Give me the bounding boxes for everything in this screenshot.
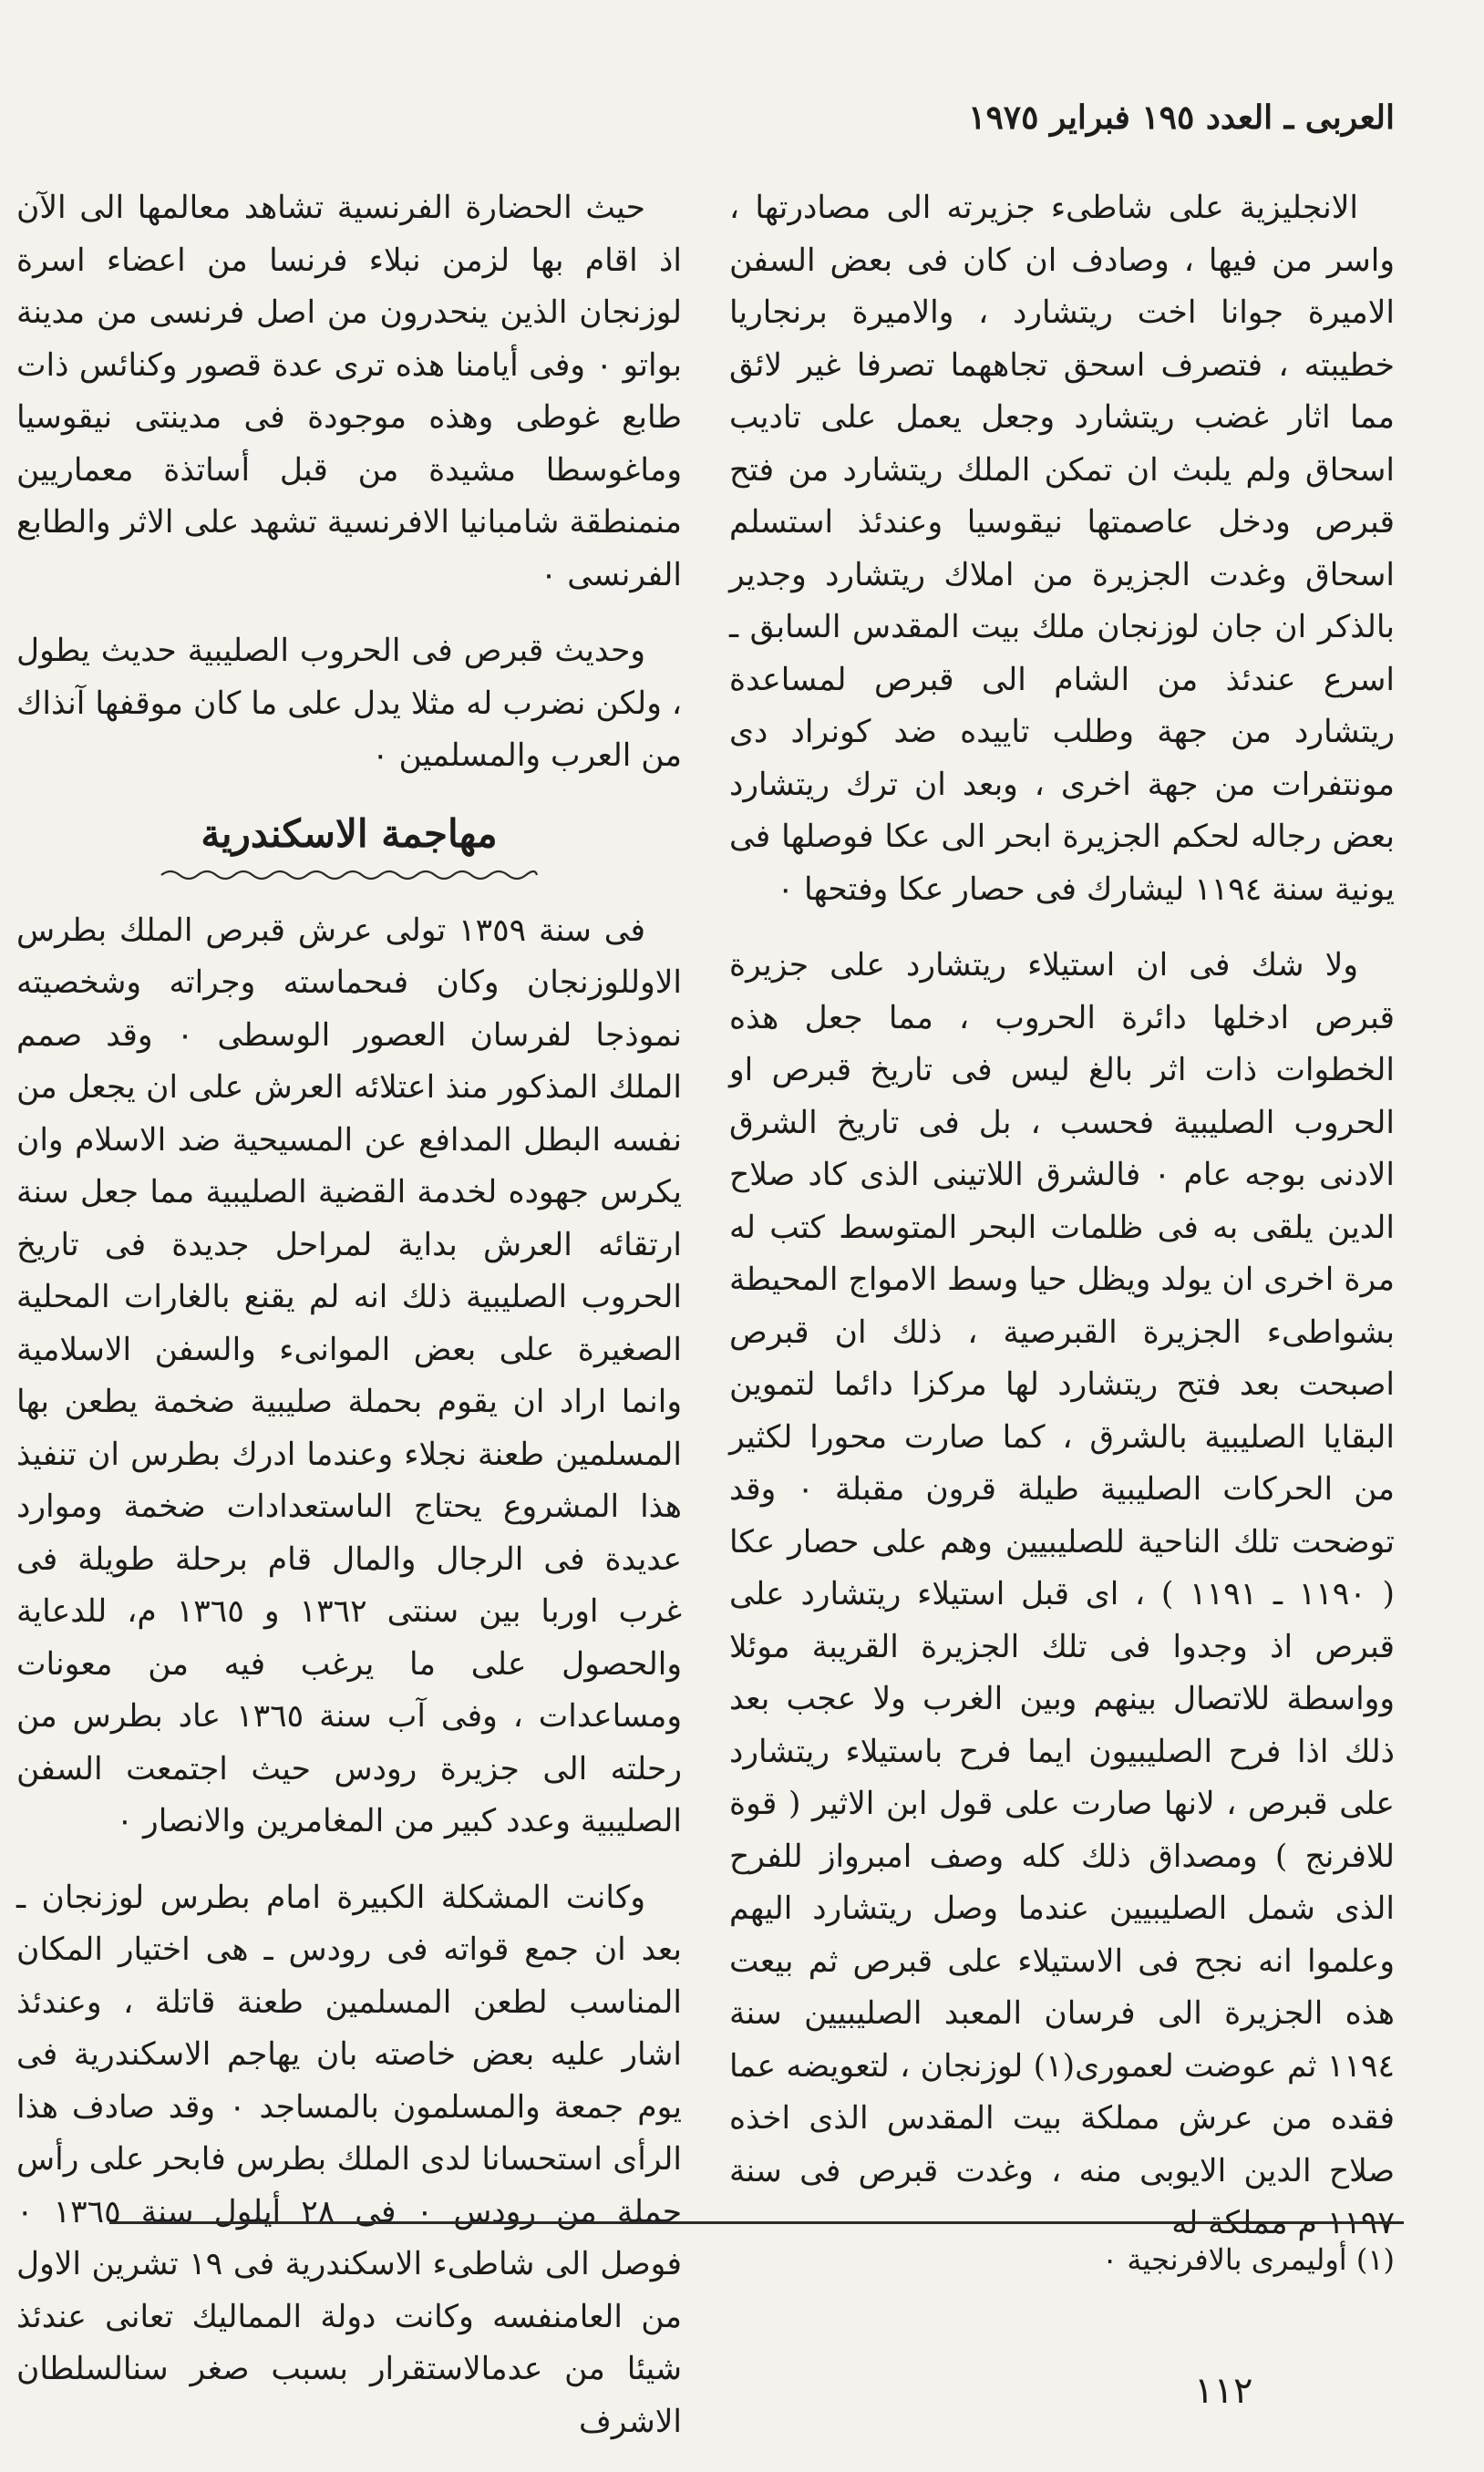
page-number: ١١٢ [1194,2370,1253,2412]
footnote: (١) أوليمرى بالافرنجية ٠ [1101,2242,1395,2277]
body-paragraph: وكانت المشكلة الكبيرة امام بطرس لوزنجان ـ بعد ان جمع قواته فى رودس ـ هى اختيار المكان المناسب لطعن المسلمين طعنة قاتلة ، وعندئذ اشار عليه بعض خاصته بان يهاجم الاسكندرية فى يوم جمعة والمسلمون بالمساجد ٠ وقد صادف هذا الرأى استحسانا لدى الملك بطرس فابحر على رأس حملة من رودس ٠ فى ٢٨ أيلول سنة ١٣٦٥ ٠ فوصل الى شاطىء الاسكندرية فى ١٩ تشرين الاول من العامنفسه وكانت دولة المماليك تعانى عندئذ شيئا من عدمالاستقرار بسبب صغر سنالسلطان الاشرف [16,1879,683,2440]
body-paragraph: الانجليزية على شاطىء جزيرته الى مصادرتها ، واسر من فيها ، وصادف ان كان فى بعض السفن الاميرة جوانا اخت ريتشارد ، والاميرة برنجاريا خطيبته ، فتصرف اسحق تجاههما تصرفا غير لائق مما اثار غضب ريتشارد وجعل يعمل على تاديب اسحاق ولم يلبث ان تمكن الملك ريتشارد من فتح قبرص ودخل عاصمتها نيقوسيا وعندئذ استسلم اسحاق وغدت الجزيرة من املاك ريتشارد وجدير بالذكر ان جان لوزنجان ملك بيت المقدس السابق ـ اسرع عندئذ من الشام الى قبرص لمساعدة ريتشارد من جهة وطلب تاييده ضد كونراد دى مونتفرات من جهة اخرى ، وبعد ان ترك ريتشارد بعض رجاله لحكم الجزيرة ابحر الى عكا فوصلها فى يونية سنة ١١٩٤ ليشارك فى حصار عكا وفتحها ٠ [729,190,1395,908]
body-paragraph: ولا شك فى ان استيلاء ريتشارد على جزيرة قبرص ادخلها دائرة الحروب ، مما جعل هذه الخطوات ذات اثر بالغ ليس فى تاريخ قبرص او الحروب الصليبية فحسب ، بل فى تاريخ الشرق الادنى بوجه عام ٠ فالشرق اللاتينى الذى كاد صلاح الدين يلقى به فى ظلمات البحر المتوسط كتب له مرة اخرى ان يولد ويظل حيا وسط الامواج المحيطة بشواطىء الجزيرة القبرصية ، ذلك ان قبرص اصبحت بعد فتح ريتشارد لها مركزا دائما لتموين البقايا الصليبية بالشرق ، كما صارت محورا لكثير من الحركات الصليبية طيلة قرون مقبلة ٠ وقد توضحت تلك الناحية للصليبيين وهم على حصار عكا ( ١١٩٠ ـ ١١٩١ ) ، اى قبل استيلاء ريتشارد على قبرص اذ وجدوا فى تلك الجزيرة القريبة موئلا وواسطة للاتصال بينهم وبين الغرب ولا عجب بعد ذلك اذا فرح الصليبيون ايما فرح باستيلاء ريتشارد على قبرص ، لانها صارت على قول ابن الاثير ( قوة للافرنج ) ومصداق ذلك كله وصف امبرواز للفرح الذى شمل الصليبيين عندما وصل ريتشارد اليهم وعلموا انه نجح فى الاستيلاء على قبرص ثم بيعت هذه الجزيرة الى فرسان المعبد الصليبيين سنة ١١٩٤ ثم عوضت لعمورى(١) لوزنجان ، لتعويضه عما فقده من عرش مملكة بيت المقدس الذى اخذه صلاح الدين الايوبى منه ، وغدت قبرص فى سنة ١١٩٧ م مملكة له [729,947,1395,2241]
running-header: العربى ـ العدد ١٩٥ فبراير ١٩٧٥ [968,98,1395,137]
right-column [729,182,1395,2274]
title-wavy-underline [158,865,541,885]
body-paragraph: حيث الحضارة الفرنسية تشاهد معالمها الى الآن اذ اقام بها لزمن نبلاء فرنسا من اعضاء اسرة لوزنجان الذين ينحدرون من اصل فرنسى من مدينة بواتو ٠ وفى أيامنا هذه ترى عدة قصور وكنائس ذات طابع غوطى وهذه موجودة فى مدينتى نيقوسيا وماغوسطا مشيدة من قبل أساتذة معماريين منمنطقة شامبانيا الافرنسية تشهد على الاثر والطابع الفرنسى ٠ [16,190,682,593]
body-paragraph: وحديث قبرص فى الحروب الصليبية حديث يطول ، ولكن نضرب له مثلا يدل على ما كان موقفها آنذاك من العرب والمسلمين ٠ [16,633,682,774]
body-paragraph: فى سنة ١٣٥٩ تولى عرش قبرص الملك بطرس الاوللوزنجان وكان فىحماسته وجراته وشخصيته نموذجا لفرسان العصور الوسطى ٠ وقد صمم الملك المذكور منذ اعتلائه العرش على ان يجعل من نفسه البطل المدافع عن المسيحية ضد الاسلام وان يكرس جهوده لخدمة القضية الصليبية مما جعل سنة ارتقائه العرش بداية لمراحل جديدة فى تاريخ الحروب الصليبية ذلك انه لم يقنع بالغارات المحلية الصغيرة على بعض الموانىء والسفن الاسلامية وانما اراد ان يقوم بحملة صليبية ضخمة يطعن بها المسلمين طعنة نجلاء وعندما ادرك بطرس ان تنفيذ هذا المشروع يحتاج الىاستعدادات ضخمة وموارد عديدة فى الرجال والمال قام برحلة طويلة فى غرب اوربا بين سنتى ١٣٦٢ و ١٣٦٥ م، للدعاية والحصول على ما يرغب فيه من معونات ومساعدات ، وفى آب سنة ١٣٦٥ عاد بطرس من رحلته الى جزيرة رودس حيث اجتمعت السفن الصليبية وعدد كبير من المغامرين والانصار ٠ [16,912,683,1839]
section-title: مهاجمة الاسكندرية [201,810,498,856]
left-column [16,182,682,2472]
footnote-divider [109,2221,1404,2224]
